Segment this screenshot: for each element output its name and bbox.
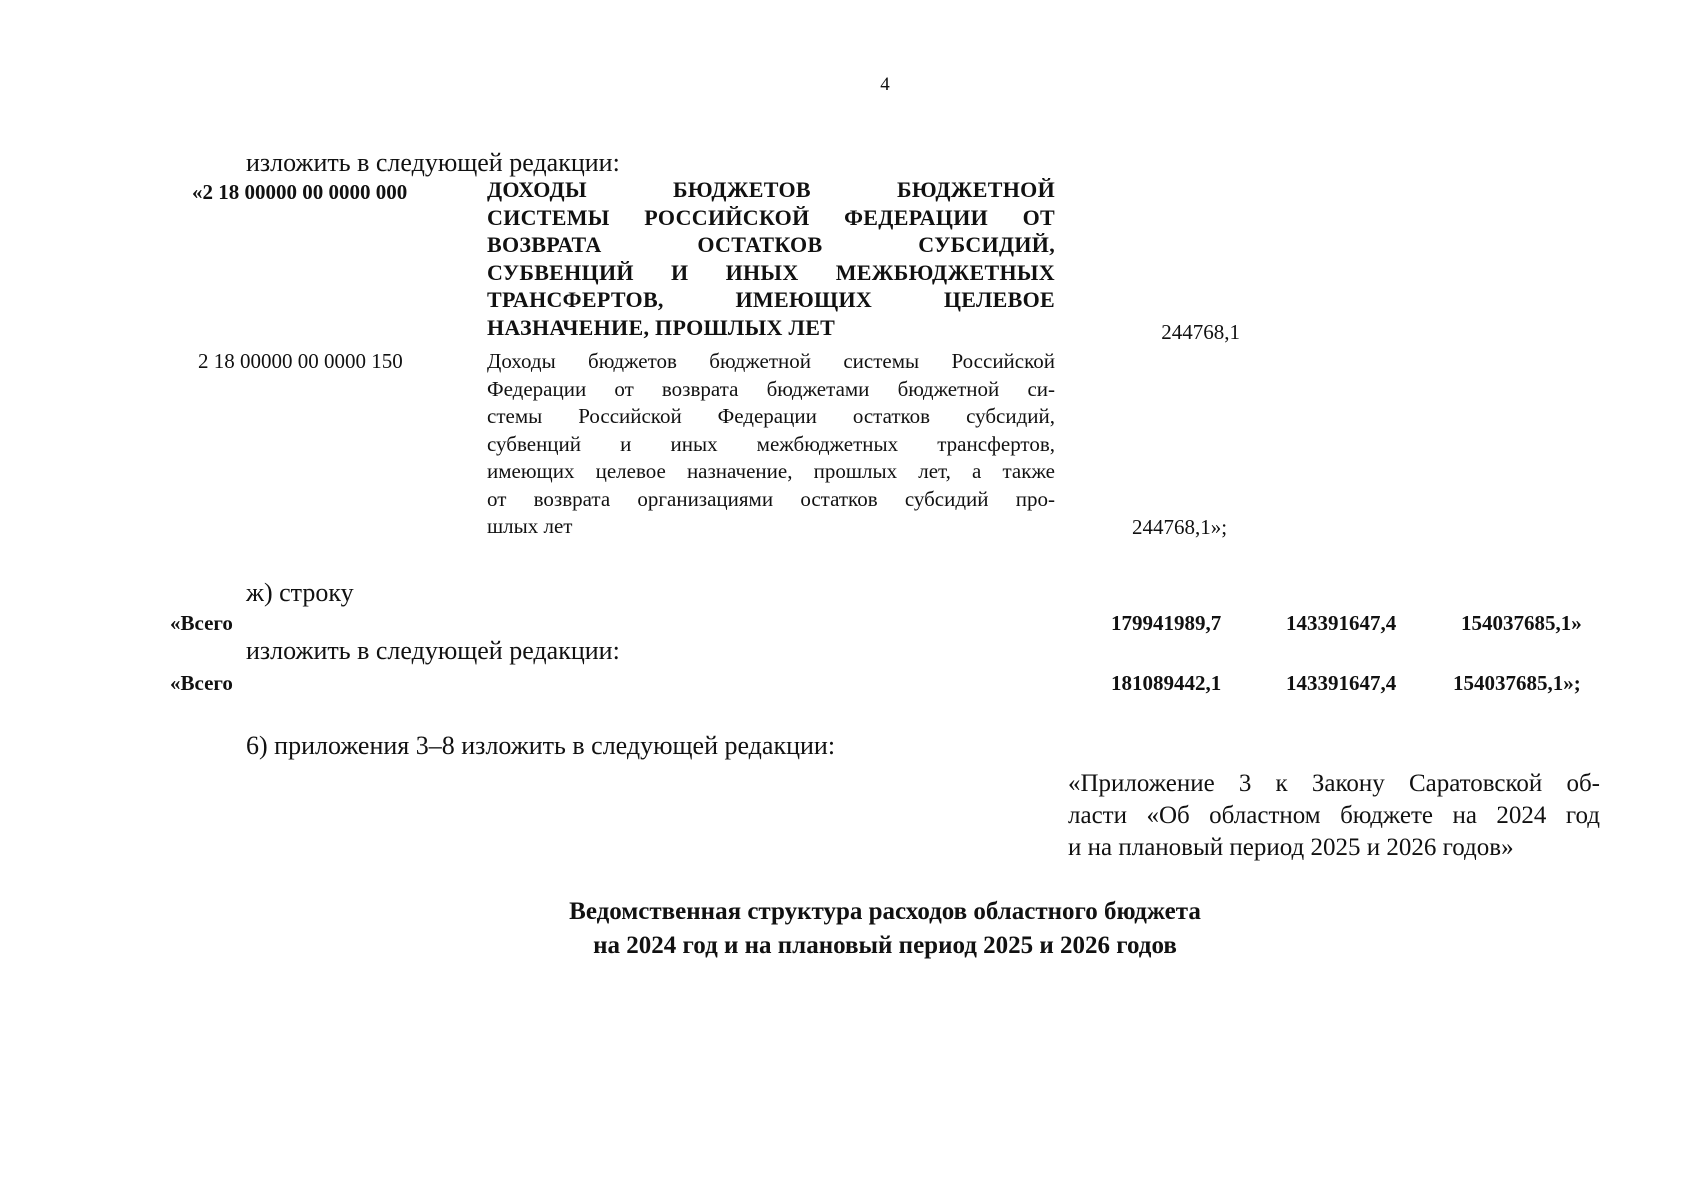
row1-description — [487, 176, 1055, 341]
intro-text-1: изложить в следующей редакции: — [246, 148, 620, 177]
row1-desc-line: СУБВЕНЦИЙ И ИНЫХ МЕЖБЮДЖЕТНЫХ — [487, 259, 1055, 285]
row2-value: 244768,1»; — [1132, 515, 1228, 539]
item-6-text: 6) приложения 3–8 изложить в следующей редакции: — [246, 731, 836, 760]
row1-code: «2 18 00000 00 0000 000 — [192, 180, 408, 204]
row2-desc-line: стемы Российской Федерации остатков субсидий, — [487, 404, 1055, 428]
row2-desc-line: имеющих целевое назначение, прошлых лет, а также — [487, 459, 1055, 483]
total-old-2025: 143391647,4 — [1286, 611, 1397, 635]
heading-line: на 2024 год и на плановый период 2025 и 2026 годов — [593, 932, 1177, 959]
page-number: 4 — [880, 74, 890, 95]
row2-desc-line: субвенций и иных межбюджетных трансфертов, — [487, 431, 1055, 456]
annex-line: и на плановый период 2025 и 2026 годов» — [1068, 834, 1514, 861]
total-new-2025: 143391647,4 — [1286, 671, 1397, 695]
total-old-2024: 179941989,7 — [1111, 611, 1222, 635]
row1-desc-line: ВОЗВРАТА ОСТАТКОВ СУБСИДИЙ, — [487, 232, 1055, 257]
row1-value: 244768,1 — [1161, 320, 1240, 344]
row1-desc-line: ТРАНСФЕРТОВ, ИМЕЮЩИХ ЦЕЛЕВОЕ — [487, 287, 1055, 312]
row1-desc-line: СИСТЕМЫ РОССИЙСКОЙ ФЕДЕРАЦИИ ОТ — [487, 204, 1055, 230]
annex-reference — [1068, 768, 1600, 864]
total-new-label: «Всего — [170, 671, 233, 695]
row2-desc-line: Доходы бюджетов бюджетной системы Российской — [487, 349, 1055, 373]
row2-desc-line: от возврата организациями остатков субсидий про- — [487, 486, 1055, 511]
annex-line: ласти «Об областном бюджете на 2024 год — [1068, 802, 1600, 829]
item-zh-text: ж) строку — [246, 578, 354, 607]
section-heading — [0, 895, 1697, 963]
row2-desc-line: шлых лет — [487, 514, 573, 538]
row1-desc-line: ДОХОДЫ БЮДЖЕТОВ БЮДЖЕТНОЙ — [487, 177, 1055, 202]
total-new-2026: 154037685,1»; — [1453, 671, 1581, 695]
row2-description — [487, 348, 1055, 541]
total-old-2026: 154037685,1» — [1461, 611, 1582, 635]
row1-desc-line: НАЗНАЧЕНИЕ, ПРОШЛЫХ ЛЕТ — [487, 314, 836, 340]
heading-line: Ведомственная структура расходов областного бюджета — [569, 898, 1201, 925]
row2-code: 2 18 00000 00 0000 150 — [198, 349, 403, 373]
annex-line: «Приложение 3 к Закону Саратовской об- — [1068, 770, 1600, 797]
row2-desc-line: Федерации от возврата бюджетами бюджетной си- — [487, 376, 1055, 401]
total-old-label: «Всего — [170, 611, 233, 635]
total-new-2024: 181089442,1 — [1111, 671, 1222, 695]
intro-text-2: изложить в следующей редакции: — [246, 636, 620, 665]
